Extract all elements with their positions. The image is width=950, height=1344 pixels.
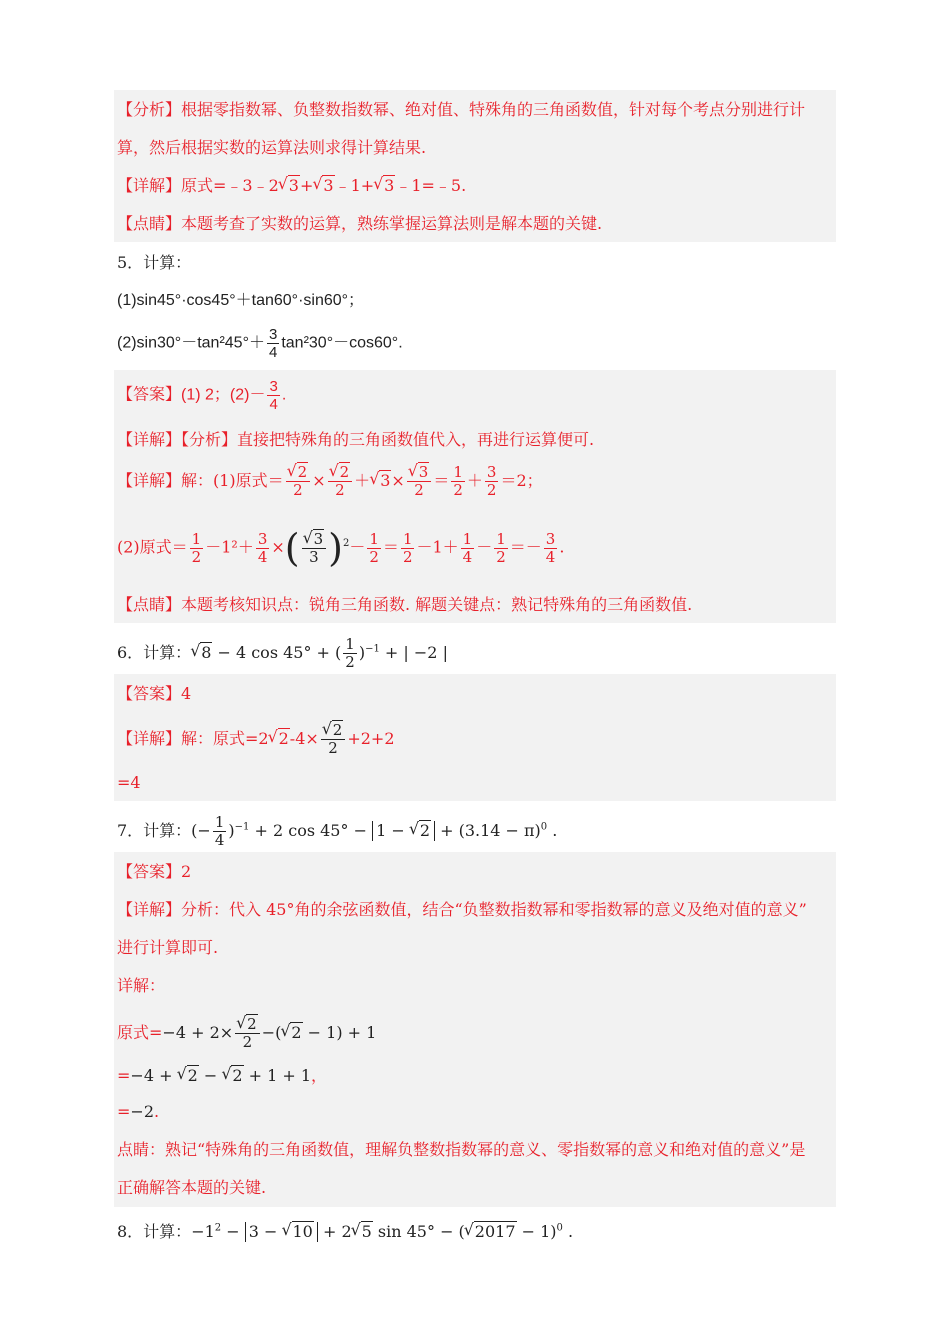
fraction: $\frac{1}{4}$ <box>462 529 473 566</box>
absolute-value: 1 − √ 2 <box>372 821 435 841</box>
sol-part: (2)原式＝ <box>117 537 188 557</box>
sol-part: -4× <box>289 729 319 748</box>
question-5-part1: (1)sin45°·cos45°＋tan60°·sin60°； <box>117 292 365 309</box>
exponent: −1 <box>365 643 380 655</box>
sol-part: －1＋ <box>416 537 459 557</box>
sol-part: ＝ <box>382 537 399 557</box>
fraction: $\frac{1}{2}$ <box>453 463 463 499</box>
sol-part: －1²＋ <box>205 537 254 557</box>
solution-part: 【详解】原式=﹣3﹣2 <box>117 176 279 195</box>
question-5-part2 <box>117 326 403 361</box>
q-part: ) <box>358 643 366 662</box>
q-part: − 4 cos 45° + ( <box>212 643 342 662</box>
fraction: $\frac{3}{2}$ <box>486 463 497 499</box>
sqrt-3: √ 3 <box>279 176 300 196</box>
exponent: 2 <box>214 1222 222 1234</box>
question-5: 5．计算： <box>117 253 192 272</box>
fraction: √ $\frac{2}{2}$ <box>235 1016 260 1051</box>
fraction: $\frac{3}{4}$ <box>257 529 268 566</box>
fraction: $\frac{1}{2}$ <box>369 529 379 566</box>
analysis-text-7-cont: 进行计算即可. <box>117 938 219 957</box>
sqrt-3: √ 3 <box>313 176 334 196</box>
sol-part: ＝－ <box>509 537 542 557</box>
sqrt-2: √ 2 <box>178 1066 199 1086</box>
q-part: + 2 <box>317 1222 352 1241</box>
comment-text-7-cont: 正确解答本题的关键. <box>117 1178 267 1197</box>
solution-text-4 <box>117 176 466 196</box>
q-part: − 1) <box>516 1222 557 1241</box>
q-part: + 2 cos 45° − <box>249 821 373 840</box>
solution-part: ﹣1+ <box>334 176 375 195</box>
answer-part: . <box>281 386 287 404</box>
solution-part: ﹣1=﹣5. <box>395 176 467 195</box>
sol-part: . <box>559 537 565 557</box>
answer-6: 【答案】4 <box>117 684 192 703</box>
q-part: + | −2 | <box>379 643 448 662</box>
fraction: √ $\frac{3}{3}$ <box>302 531 327 566</box>
sol-part: . <box>154 1102 160 1121</box>
fraction: $\frac{3}{4}$ <box>269 378 278 413</box>
sol-part: = <box>117 1102 131 1121</box>
question-8 <box>117 1222 573 1242</box>
fraction: √ $\frac{2}{2}$ <box>328 464 353 499</box>
analysis-text-4: 【分析】根据零指数幂、负整数指数幂、绝对值、特殊角的三角函数值，针对每个考点分别进行计 <box>117 100 806 119</box>
sqrt-8: √ 8 <box>191 643 212 663</box>
fraction: $\frac{1}{2}$ <box>402 529 413 566</box>
sol-part: ＋ <box>466 471 483 490</box>
sol-part: ＝2； <box>500 471 543 490</box>
analysis-text-7: 【详解】分析：代入 45°角的余弦函数值，结合“负整数指数幂和零指数幂的意义及绝对值的意义” <box>117 900 807 919</box>
sqrt-3: √ 3 <box>374 176 395 196</box>
q-part: . <box>562 1222 574 1241</box>
sqrt-5: √ 5 <box>352 1222 373 1242</box>
analysis-text-4-cont: 算，然后根据实数的运算法则求得计算结果. <box>117 138 427 157</box>
sol-part: 【详解】解：原式=2 <box>117 729 269 748</box>
comment-text-4: 【点睛】本题考查了实数的运算，熟练掌握运算法则是解本题的关键. <box>117 214 603 233</box>
sqrt-3: √ 3 <box>370 471 391 491</box>
exponent: 0 <box>556 1222 563 1234</box>
analysis-text-5: 【详解】【分析】直接把特殊角的三角函数值代入，再进行运算便可. <box>117 430 595 449</box>
solution-7-step2 <box>117 1066 327 1086</box>
q-part: sin 45° − ( <box>372 1222 465 1241</box>
q-part: −1 <box>191 1222 215 1241</box>
sol-part: −4 + 2× <box>162 1023 234 1042</box>
sqrt-2: √ 2 <box>269 729 290 749</box>
sol-part: － <box>476 537 493 557</box>
sol-part: × <box>391 471 405 490</box>
question-6 <box>117 636 448 671</box>
q-part: tan²30°－cos60°. <box>281 334 403 352</box>
solution-6-result: =4 <box>117 773 141 792</box>
solution-7-step3 <box>117 1102 159 1122</box>
q-part: ) <box>228 821 235 840</box>
fraction: √ $\frac{3}{2}$ <box>407 464 432 499</box>
question-7 <box>117 814 557 849</box>
q-part: 8．计算： <box>117 1222 192 1241</box>
q-part: − <box>221 1222 245 1241</box>
q-part: + (3.14 − π) <box>435 821 541 840</box>
sol-part: × <box>312 471 326 490</box>
q-part: 7．计算：(− <box>117 821 211 840</box>
sol-part: 原式= <box>117 1023 163 1042</box>
fraction: √ $\frac{2}{2}$ <box>286 464 311 499</box>
solution-5-part1 <box>117 464 543 499</box>
sol-part: ＝ <box>433 471 450 490</box>
sol-part: ＋ <box>354 471 371 490</box>
sol-part: +2+2 <box>347 729 395 748</box>
comment-text-7: 点睛：熟记“特殊角的三角函数值，理解负整数指数幂的意义、零指数幂的意义和绝对值的意义”是 <box>117 1140 806 1159</box>
answer-7: 【答案】2 <box>117 862 192 881</box>
sqrt-2: √ 2 <box>281 1023 302 1043</box>
comment-text-5: 【点睛】本题考核知识点：锐角三角函数. 解题关键点：熟记特殊角的三角函数值. <box>117 595 693 614</box>
sol-part: ， <box>311 1066 328 1085</box>
solution-label-7: 详解： <box>117 976 166 995</box>
sol-part: − 1) + 1 <box>302 1023 377 1042</box>
sqrt-2017: √ 2017 <box>465 1222 517 1242</box>
fraction: $\frac{1}{4}$ <box>214 813 225 849</box>
sol-part: −4 + <box>130 1066 178 1085</box>
answer-5 <box>117 378 286 413</box>
exponent: −1 <box>234 821 250 833</box>
solution-part: + <box>299 176 314 195</box>
sqrt-2: √ 2 <box>222 1066 243 1086</box>
sol-part: 【详解】解：(1)原式＝ <box>117 471 284 490</box>
solution-7-step1 <box>117 1016 376 1051</box>
sol-part: −( <box>261 1023 282 1042</box>
sol-part: − <box>198 1066 223 1085</box>
fraction: $\frac{1}{2}$ <box>496 529 506 566</box>
sol-part: × <box>271 537 285 557</box>
fraction: $\frac{1}{2}$ <box>345 635 355 671</box>
solution-6 <box>117 722 395 757</box>
q-part: 6．计算： <box>117 643 192 662</box>
exponent: 0 <box>540 821 548 833</box>
q-part: (2)sin30°－tan²45°＋ <box>117 334 265 352</box>
q-part: . <box>547 821 558 840</box>
exponent: 2 <box>342 538 350 550</box>
sol-part: = <box>117 1066 131 1085</box>
solution-5-part2: (2)原式＝ $\frac{1}{2}$ －1²＋ $\frac{3}{4}$ ×( √ $\frac{3}{3}$ )$^2$－ $\frac{1}{2}$ ＝ $\frac{1}{2}$ －1＋ $\frac{1}{4}$ － $\frac{1}{2}$ ＝－ $\frac{3}{4}$ . <box>117 528 564 568</box>
fraction: √ $\frac{2}{2}$ <box>321 722 346 757</box>
sol-part: － <box>349 537 366 557</box>
absolute-value: 3 − √ 10 <box>245 1222 318 1242</box>
sol-part: −2 <box>130 1102 154 1121</box>
fraction: $\frac{3}{4}$ <box>545 529 556 566</box>
answer-part: 【答案】(1) 2；(2)－ <box>117 386 266 404</box>
fraction: $\frac{3}{4}$ <box>268 326 278 361</box>
sol-part: + 1 + 1 <box>243 1066 312 1085</box>
fraction: $\frac{1}{2}$ <box>191 529 202 566</box>
